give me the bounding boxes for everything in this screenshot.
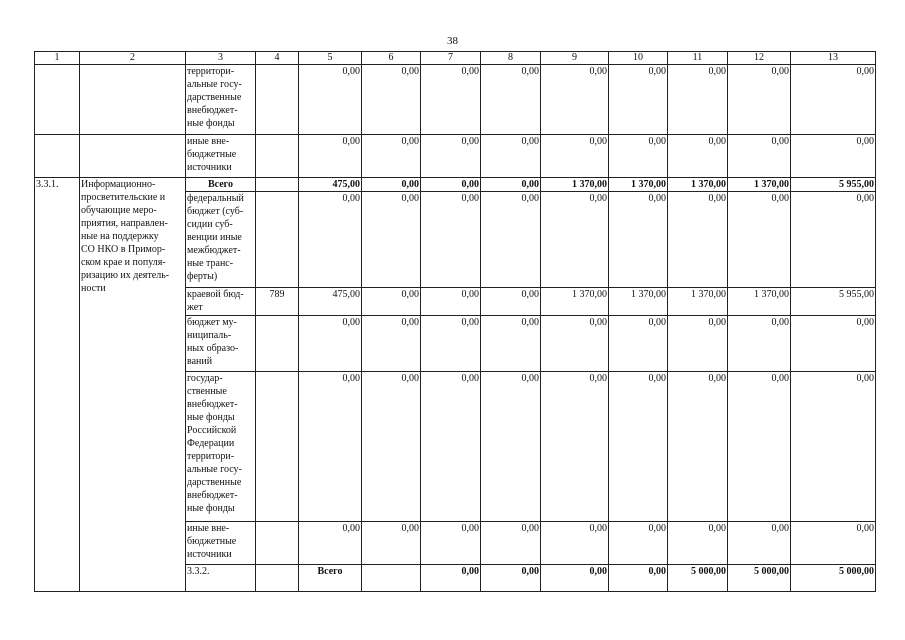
amount-cell: 5 000,00	[728, 565, 791, 592]
amount-cell: 0,00	[609, 372, 668, 522]
budget-code	[256, 372, 299, 522]
amount-cell: 0,00	[668, 522, 728, 565]
amount-cell: 0,00	[791, 522, 876, 565]
amount-cell: 1 370,00	[541, 288, 609, 316]
budget-code	[256, 135, 299, 178]
amount-cell: 0,00	[481, 565, 541, 592]
page-number: 38	[447, 35, 458, 47]
column-number: 11	[668, 52, 728, 65]
amount-cell: 5 955,00	[791, 178, 876, 192]
amount-cell: 1 370,00	[609, 288, 668, 316]
amount-cell: 0,00	[299, 65, 362, 135]
column-number: 4	[256, 52, 299, 65]
amount-cell: 0,00	[728, 65, 791, 135]
budget-code	[362, 565, 421, 592]
amount-cell: 0,00	[728, 522, 791, 565]
amount-cell: 0,00	[791, 372, 876, 522]
amount-cell: 0,00	[421, 565, 481, 592]
amount-cell: 0,00	[362, 316, 421, 372]
amount-cell: 0,00	[609, 192, 668, 288]
amount-cell: 0,00	[541, 565, 609, 592]
amount-cell: 5 000,00	[791, 565, 876, 592]
amount-cell: 0,00	[421, 65, 481, 135]
amount-cell: 0,00	[668, 316, 728, 372]
funding-source: территори- альные госу- дарственные внебюджет- ные фонды	[186, 65, 256, 135]
amount-cell: 0,00	[481, 192, 541, 288]
amount-cell: 0,00	[299, 316, 362, 372]
amount-cell: 0,00	[481, 135, 541, 178]
amount-cell: 0,00	[481, 316, 541, 372]
funding-source: краевой бюд- жет	[186, 288, 256, 316]
amount-cell: 0,00	[668, 135, 728, 178]
amount-cell: 0,00	[481, 522, 541, 565]
budget-code: 789	[256, 288, 299, 316]
amount-cell: 0,00	[609, 316, 668, 372]
amount-cell: 0,00	[541, 316, 609, 372]
amount-cell: 0,00	[481, 288, 541, 316]
amount-cell: 0,00	[299, 135, 362, 178]
table-row	[35, 178, 876, 192]
amount-cell: 0,00	[421, 178, 481, 192]
amount-cell: 0,00	[362, 178, 421, 192]
amount-cell: 0,00	[362, 135, 421, 178]
amount-cell: 0,00	[421, 372, 481, 522]
amount-cell: 0,00	[728, 372, 791, 522]
amount-cell: 0,00	[668, 65, 728, 135]
column-number: 10	[609, 52, 668, 65]
amount-cell: 5 000,00	[668, 565, 728, 592]
amount-cell: 0,00	[541, 135, 609, 178]
amount-cell: 0,00	[541, 522, 609, 565]
amount-cell: 0,00	[421, 192, 481, 288]
amount-cell: 0,00	[362, 372, 421, 522]
column-number: 2	[80, 52, 186, 65]
amount-cell: 0,00	[299, 192, 362, 288]
funding-source: Всего	[299, 565, 362, 592]
amount-cell: 0,00	[609, 565, 668, 592]
funding-source: федеральный бюджет (суб- сидии суб- венции иные межбюджет- ные транс- ферты)	[186, 192, 256, 288]
amount-cell: 0,00	[362, 288, 421, 316]
amount-cell: 0,00	[421, 135, 481, 178]
amount-cell: 1 370,00	[728, 288, 791, 316]
amount-cell: 475,00	[299, 288, 362, 316]
funding-source: Всего	[186, 178, 256, 192]
event-name	[80, 65, 186, 135]
funding-source: иные вне- бюджетные источники	[186, 522, 256, 565]
amount-cell: 1 370,00	[609, 178, 668, 192]
amount-cell: 0,00	[421, 316, 481, 372]
table-row	[35, 135, 876, 178]
amount-cell: 0,00	[481, 65, 541, 135]
amount-cell: 0,00	[791, 316, 876, 372]
amount-cell: 0,00	[541, 192, 609, 288]
amount-cell: 0,00	[541, 65, 609, 135]
amount-cell: 475,00	[299, 178, 362, 192]
amount-cell: 0,00	[728, 135, 791, 178]
column-number: 13	[791, 52, 876, 65]
amount-cell: 0,00	[362, 522, 421, 565]
budget-code	[256, 522, 299, 565]
amount-cell: 1 370,00	[668, 288, 728, 316]
amount-cell: 1 370,00	[728, 178, 791, 192]
amount-cell: 0,00	[791, 65, 876, 135]
amount-cell: 0,00	[362, 192, 421, 288]
amount-cell: 0,00	[481, 372, 541, 522]
event-name: Информационно- просветительские и обучающие меро- приятия, направлен- ные на поддержку СО НКО в Примор- ском крае и популя- ризацию их деятель- ности	[80, 178, 186, 592]
amount-cell: 0,00	[299, 522, 362, 565]
budget-code	[256, 192, 299, 288]
budget-code	[256, 65, 299, 135]
amount-cell: 0,00	[299, 372, 362, 522]
amount-cell: 0,00	[481, 178, 541, 192]
amount-cell: 1 370,00	[541, 178, 609, 192]
header-row	[35, 52, 876, 65]
amount-cell: 0,00	[609, 135, 668, 178]
amount-cell: 0,00	[541, 372, 609, 522]
column-number: 6	[362, 52, 421, 65]
column-number: 5	[299, 52, 362, 65]
amount-cell: 0,00	[791, 135, 876, 178]
amount-cell: 5 955,00	[791, 288, 876, 316]
column-number: 12	[728, 52, 791, 65]
funding-source: иные вне- бюджетные источники	[186, 135, 256, 178]
amount-cell: 0,00	[668, 192, 728, 288]
amount-cell: 0,00	[728, 192, 791, 288]
funding-source: бюджет му- ниципаль- ных образо- ваний	[186, 316, 256, 372]
amount-cell: 0,00	[609, 522, 668, 565]
row-id: 3.3.1.	[35, 178, 80, 592]
amount-cell: 0,00	[668, 372, 728, 522]
amount-cell: 0,00	[728, 316, 791, 372]
column-number: 8	[481, 52, 541, 65]
amount-cell: 0,00	[421, 522, 481, 565]
event-name	[80, 135, 186, 178]
amount-cell: 0,00	[791, 192, 876, 288]
row-id	[35, 135, 80, 178]
amount-cell: 0,00	[421, 288, 481, 316]
amount-cell: 1 370,00	[668, 178, 728, 192]
budget-code	[256, 316, 299, 372]
column-number: 3	[186, 52, 256, 65]
amount-cell: 0,00	[609, 65, 668, 135]
row-id	[35, 65, 80, 135]
column-number: 1	[35, 52, 80, 65]
amount-cell: 0,00	[362, 65, 421, 135]
event-name	[256, 565, 299, 592]
row-id: 3.3.2.	[186, 565, 256, 592]
column-number: 7	[421, 52, 481, 65]
budget-table	[34, 51, 876, 592]
budget-code	[256, 178, 299, 192]
table-row	[35, 65, 876, 135]
column-number: 9	[541, 52, 609, 65]
funding-source: государ- ственные внебюджет- ные фонды Российской Федерации территори- альные госу- дарственные внебюджет- ные фонды	[186, 372, 256, 522]
